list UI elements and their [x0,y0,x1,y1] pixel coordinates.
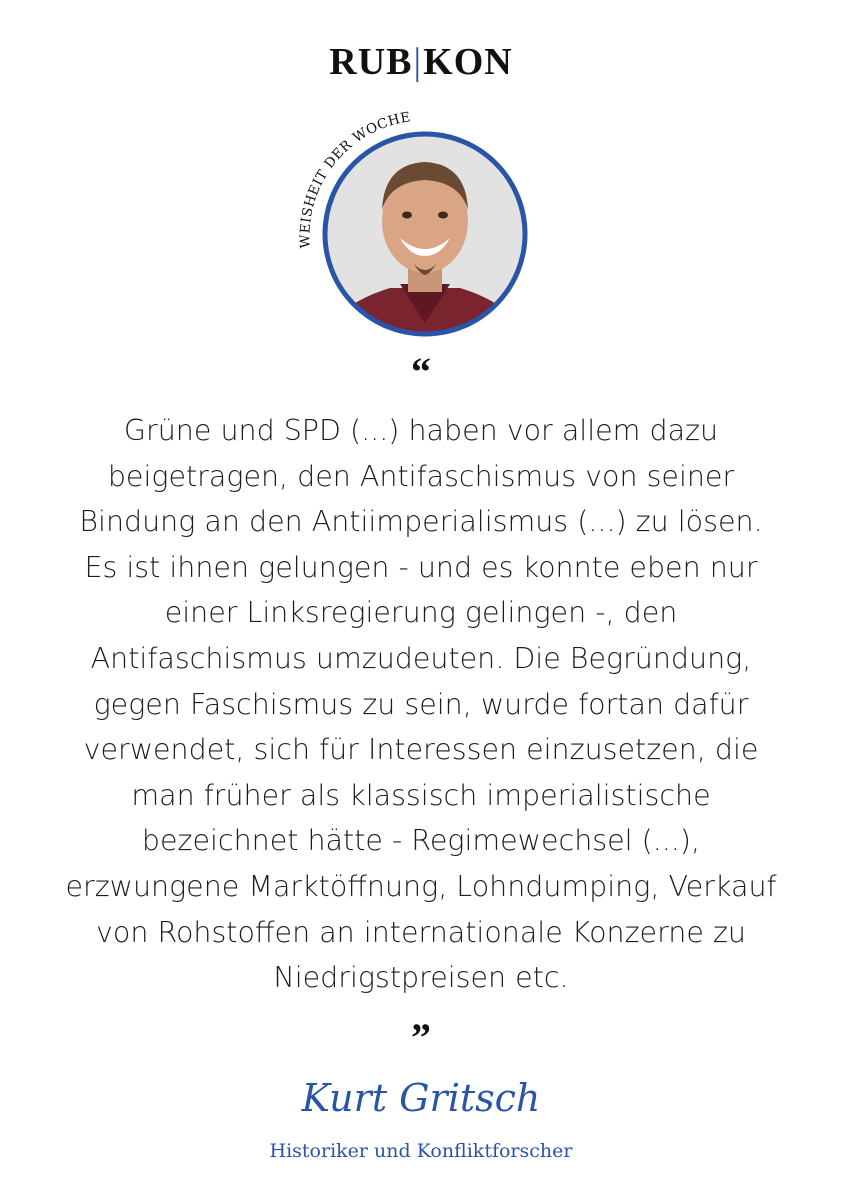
open-quote-mark: “ [411,349,431,394]
logo-left: RUB [329,41,413,83]
rubikon-logo [0,40,842,84]
logo-right: KON [423,41,513,83]
portrait-badge [280,98,540,348]
quote-text: Grüne und SPD (...) haben vor allem dazu beigetragen, den Antifaschismus von seiner Bindung an den Antiimperialismus (...) zu lösen. Es ist ihnen gelungen - und es konnte eben nur einer Linksregierung gelingen -, den Antifaschismus umzudeuten. Die Begründung, gegen Faschismus zu sein, wurde fortan dafür verwendet, sich für Interessen einzusetzen, die man früher als klassisch imperialistische bezeichnet hätte - Regimewechsel (...), erzwungene Marktöffnung, Lohndumping, Verkauf von Rohstoffen an internationale Konzerne zu Niedrigstpreisen etc. [65,414,777,995]
badge-label: WEISHEIT DER WOCHE [297,109,413,249]
author-name: Kurt Gritsch [301,1076,541,1120]
portrait-svg [280,98,540,348]
close-quote-mark: ” [411,1015,431,1060]
portrait-photo [320,128,530,343]
logo-bar: | [413,41,423,83]
author-role: Historiker und Konfliktforscher [269,1140,573,1162]
